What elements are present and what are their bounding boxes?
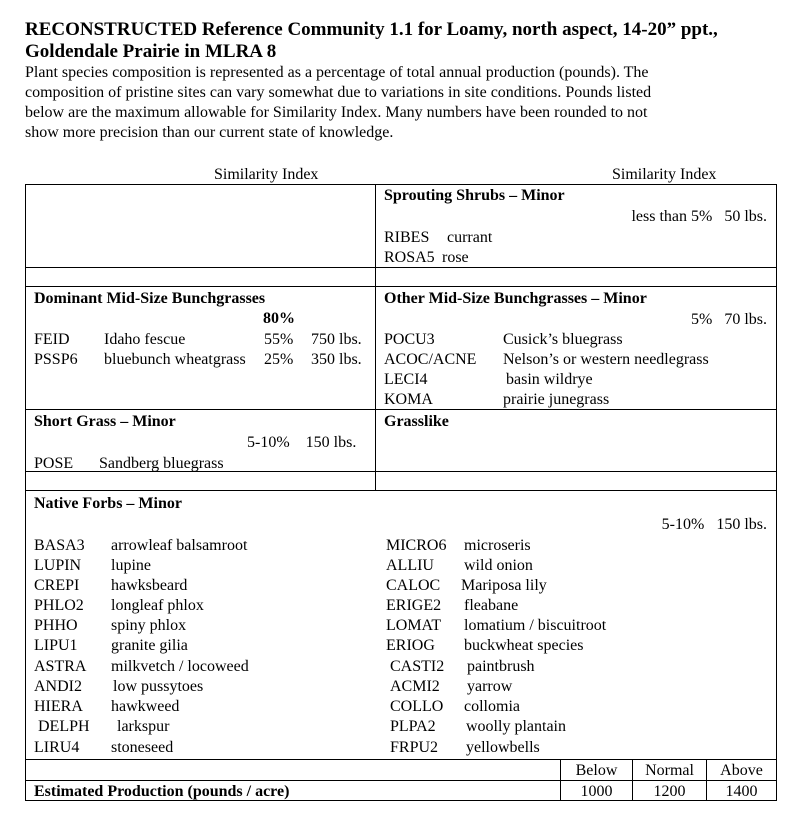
- species-code: CALOC: [386, 577, 441, 594]
- short-grass-amount: 5-10% 150 lbs.: [247, 434, 357, 451]
- similarity-index-header-right: Similarity Index: [612, 166, 717, 183]
- species-name: Mariposa lily: [461, 577, 547, 594]
- species-name: yarrow: [467, 678, 513, 695]
- species-code: CASTI2: [390, 658, 445, 675]
- species-code: PSSP6: [34, 351, 78, 368]
- species-name: paintbrush: [467, 658, 535, 675]
- production-value-below: 1000: [580, 783, 613, 800]
- species-code: RIBES: [384, 229, 430, 246]
- species-name: spiny phlox: [111, 617, 187, 634]
- species-code: FEID: [34, 331, 70, 348]
- production-header-below: Below: [575, 762, 618, 779]
- species-name: rose: [442, 249, 469, 266]
- species-name: fleabane: [464, 597, 519, 614]
- species-code: PLPA2: [390, 718, 436, 735]
- native-forbs-title: Native Forbs – Minor: [34, 495, 182, 512]
- species-name: Sandberg bluegrass: [99, 455, 224, 472]
- production-header-above: Above: [720, 762, 763, 779]
- species-name: yellowbells: [466, 739, 540, 756]
- species-code: HIERA: [34, 698, 83, 715]
- species-code: ROSA5: [384, 249, 435, 266]
- sprouting-shrubs-amount: less than 5% 50 lbs.: [631, 208, 767, 225]
- document-title-line-2: Goldendale Prairie in MLRA 8: [25, 41, 277, 62]
- species-code: ERIOG: [386, 637, 435, 654]
- similarity-index-header-left: Similarity Index: [214, 166, 319, 183]
- species-name: basin wildrye: [506, 371, 593, 388]
- species-code: BASA3: [34, 537, 85, 554]
- other-bunchgrasses-title: Other Mid-Size Bunchgrasses – Minor: [384, 290, 647, 307]
- grasslike-title: Grasslike: [384, 413, 449, 430]
- species-name: milkvetch / locoweed: [111, 658, 249, 675]
- production-value-normal: 1200: [653, 783, 686, 800]
- species-code: PHHO: [34, 617, 78, 634]
- document-title-line-1: RECONSTRUCTED Reference Community 1.1 for Loamy, north aspect, 14-20” ppt.,: [25, 19, 718, 40]
- intro-line-3: below are the maximum allowable for Similarity Index. Many numbers have been rounded to not: [25, 104, 648, 121]
- species-pounds: 350 lbs.: [311, 351, 362, 368]
- species-code: LIRU4: [34, 739, 80, 756]
- intro-line-1: Plant species composition is represented as a percentage of total annual production (pounds). The: [25, 64, 649, 81]
- species-name: collomia: [464, 698, 520, 715]
- species-name: larkspur: [117, 718, 170, 735]
- species-name: longleaf phlox: [111, 597, 204, 614]
- species-code: POSE: [34, 455, 74, 472]
- species-code: ALLIU: [386, 557, 434, 574]
- native-forbs-amount: 5-10% 150 lbs.: [661, 516, 767, 533]
- short-grass-title: Short Grass – Minor: [34, 413, 176, 430]
- species-name: Idaho fescue: [104, 331, 186, 348]
- species-code: ERIGE2: [386, 597, 442, 614]
- species-name: woolly plantain: [466, 718, 566, 735]
- species-code: COLLO: [390, 698, 444, 715]
- species-code: LECI4: [384, 371, 428, 388]
- species-code: MICRO6: [386, 537, 447, 554]
- dominant-bunchgrasses-title: Dominant Mid-Size Bunchgrasses: [34, 290, 266, 307]
- species-percent: 55%: [264, 331, 294, 348]
- species-code: PHLO2: [34, 597, 84, 614]
- species-name: low pussytoes: [113, 678, 204, 695]
- species-name: arrowleaf balsamroot: [111, 537, 248, 554]
- species-code: ACMI2: [390, 678, 440, 695]
- species-name: Cusick’s bluegrass: [503, 331, 623, 348]
- species-name: hawksbeard: [111, 577, 188, 594]
- species-code: DELPH: [38, 718, 90, 735]
- species-code: CREPI: [34, 577, 80, 594]
- species-name: buckwheat species: [464, 637, 584, 654]
- species-name: prairie junegrass: [503, 391, 610, 408]
- species-code: POCU3: [384, 331, 435, 348]
- species-name: microseris: [464, 537, 531, 554]
- species-name: Nelson’s or western needlegrass: [503, 351, 709, 368]
- intro-line-4: show more precision than our current state of knowledge.: [25, 124, 394, 141]
- production-value-above: 1400: [725, 783, 758, 800]
- species-code: LIPU1: [34, 637, 78, 654]
- species-name: stoneseed: [111, 739, 174, 756]
- species-code: ANDI2: [34, 678, 82, 695]
- species-percent: 25%: [264, 351, 294, 368]
- species-name: hawkweed: [111, 698, 180, 715]
- species-name: lomatium / biscuitroot: [464, 617, 607, 634]
- species-name: lupine: [111, 557, 151, 574]
- production-label: Estimated Production (pounds / acre): [34, 783, 290, 800]
- species-code: LUPIN: [34, 557, 82, 574]
- species-name: wild onion: [464, 557, 533, 574]
- other-bunchgrasses-amount: 5% 70 lbs.: [691, 311, 767, 328]
- species-code: ASTRA: [34, 658, 87, 675]
- species-code: ACOC/ACNE: [384, 351, 477, 368]
- sprouting-shrubs-title: Sprouting Shrubs – Minor: [384, 187, 565, 204]
- species-code: KOMA: [384, 391, 433, 408]
- intro-line-2: composition of pristine sites can vary somewhat due to variations in site conditions. Pounds listed: [25, 84, 652, 101]
- production-header-normal: Normal: [645, 762, 694, 779]
- species-name: currant: [447, 229, 493, 246]
- species-name: bluebunch wheatgrass: [104, 351, 246, 368]
- species-code: LOMAT: [386, 617, 442, 634]
- dominant-bunchgrasses-total: 80%: [263, 310, 295, 327]
- species-name: granite gilia: [111, 637, 188, 654]
- species-pounds: 750 lbs.: [311, 331, 362, 348]
- species-code: FRPU2: [390, 739, 439, 756]
